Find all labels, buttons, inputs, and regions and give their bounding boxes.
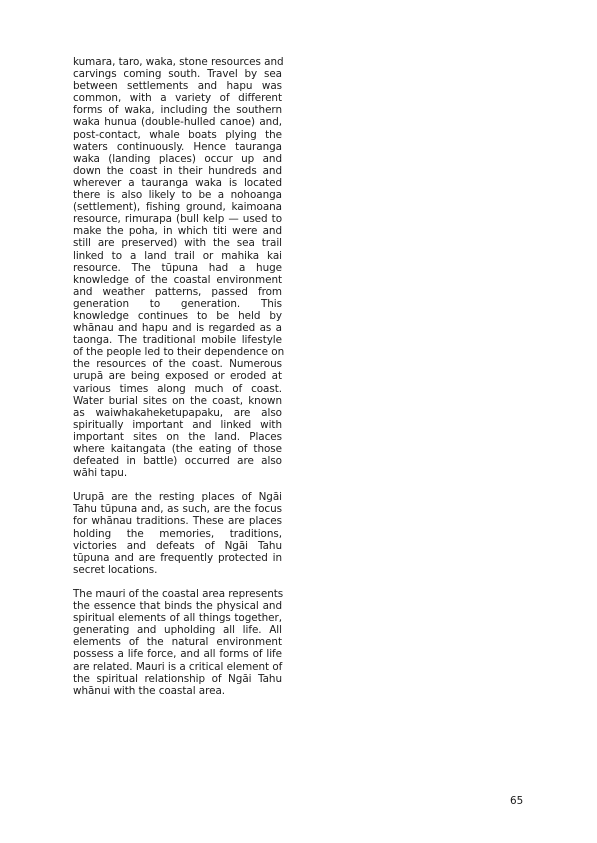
text-line: Water burial sites on the coast, known bbox=[73, 394, 282, 407]
text-line: victories and defeats of Ngāi Tahu bbox=[73, 539, 282, 552]
text-line: resource. The tūpuna had a huge bbox=[73, 261, 282, 274]
page-number: 65 bbox=[510, 795, 524, 807]
text-line: resource, rimurapa (bull kelp — used to bbox=[73, 213, 282, 226]
text-line: there is also likely to be a nohoanga bbox=[73, 189, 282, 202]
text-line: waka hunua (double-hulled canoe) and, bbox=[73, 116, 282, 129]
text-line: The mauri of the coastal area represents bbox=[73, 587, 284, 600]
text-line: defeated in battle) occurred are also bbox=[73, 455, 282, 468]
text-line: knowledge continues to be held by bbox=[73, 309, 282, 322]
text-line: (settlement), fishing ground, kaimoana bbox=[73, 201, 282, 214]
text-line: knowledge of the coastal environment bbox=[73, 273, 282, 286]
text-line: wherever a tauranga waka is located bbox=[73, 176, 282, 189]
text-line: taonga. The traditional mobile lifestyle bbox=[73, 334, 282, 347]
text-line: are related. Mauri is a critical element of bbox=[73, 660, 283, 673]
paragraph bbox=[73, 56, 285, 480]
text-line: and weather patterns, passed from bbox=[73, 285, 282, 298]
text-line: possess a life force, and all forms of life bbox=[73, 648, 282, 661]
text-line: generation to generation. This bbox=[73, 297, 282, 310]
text-line: make the poha, in which titi were and bbox=[73, 225, 282, 238]
text-line: Urupā are the resting places of Ngāi bbox=[73, 491, 282, 504]
text-line: of the people led to their dependence on bbox=[73, 346, 285, 359]
text-line: urupā are being exposed or eroded at bbox=[73, 370, 282, 383]
text-line: common, with a variety of different bbox=[73, 92, 282, 105]
text-line: for whānau traditions. These are places bbox=[73, 515, 282, 528]
text-line: whānau and hapu and is regarded as a bbox=[73, 322, 282, 335]
text-line: wāhi tapu. bbox=[73, 467, 128, 480]
text-line: elements of the natural environment bbox=[73, 636, 282, 649]
text-line: secret locations. bbox=[73, 563, 158, 576]
text-line: still are preserved) with the sea trail bbox=[73, 237, 282, 250]
text-line: between settlements and hapu was bbox=[73, 80, 282, 93]
text-line: post-contact, whale boats plying the bbox=[73, 128, 282, 141]
text-line: waka (landing places) occur up and bbox=[73, 152, 282, 165]
text-line: Tahu tūpuna and, as such, are the focus bbox=[73, 503, 282, 516]
text-line: holding the memories, traditions, bbox=[73, 527, 282, 540]
paragraph bbox=[73, 588, 282, 697]
text-line: waters continuously. Hence tauranga bbox=[73, 140, 282, 153]
paragraph bbox=[73, 491, 282, 576]
text-column bbox=[73, 56, 285, 709]
text-line: various times along much of coast. bbox=[73, 382, 282, 395]
text-line: spiritual elements of all things together, bbox=[73, 612, 282, 625]
text-line: generating and upholding all life. All bbox=[73, 624, 282, 637]
text-line: linked to a land trail or mahika kai bbox=[73, 249, 282, 262]
text-line: where kaitangata (the eating of those bbox=[73, 443, 282, 455]
text-line: the spiritual relationship of Ngāi Tahu bbox=[73, 672, 282, 685]
text-line: important sites on the land. Places bbox=[73, 430, 282, 443]
text-line: spiritually important and linked with bbox=[73, 418, 282, 431]
text-line: carvings coming south. Travel by sea bbox=[73, 68, 282, 81]
text-line: whānui with the coastal area. bbox=[73, 684, 226, 697]
text-line: the resources of the coast. Numerous bbox=[73, 358, 282, 371]
text-line: as waiwhakaheketupapaku, are also bbox=[73, 406, 282, 419]
text-line: kumara, taro, waka, stone resources and bbox=[73, 56, 284, 68]
text-line: tūpuna and are frequently protected in bbox=[73, 551, 282, 564]
text-line: forms of waka, including the southern bbox=[73, 104, 282, 117]
text-line: down the coast in their hundreds and bbox=[73, 164, 282, 177]
text-line: the essence that binds the physical and bbox=[73, 600, 282, 613]
